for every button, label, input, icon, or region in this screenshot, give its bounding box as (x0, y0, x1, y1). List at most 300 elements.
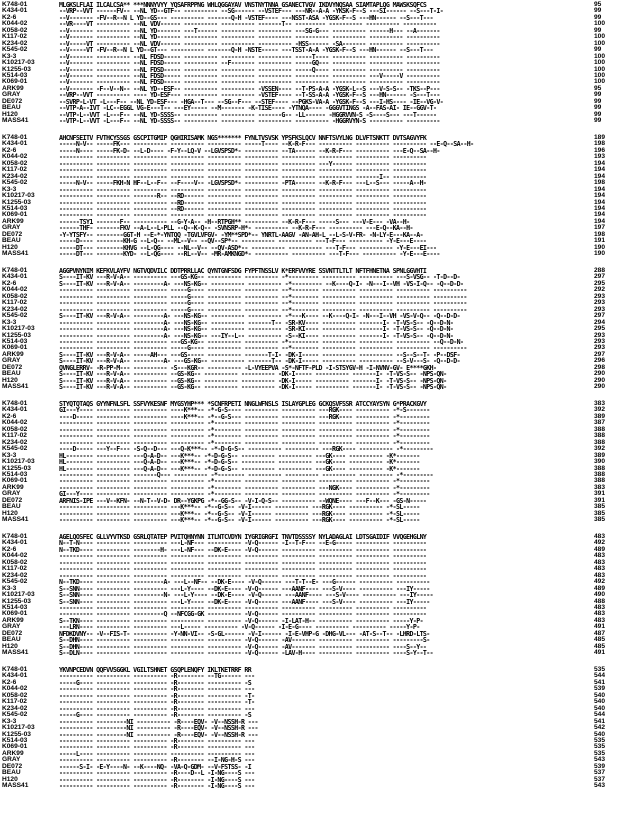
sequence-name: DE072 (2, 363, 23, 371)
sequence-residues: ---------- ---------- ---------- ---------- -*-------- ---------- ---------- ---------- ---------- -*--------- (59, 419, 430, 428)
sequence-name: K434-01 (2, 273, 28, 281)
sequence-name: BEAU (2, 503, 21, 511)
sequence-residues: ---------- ---------- ---------- -R-------- ---------- --- (59, 736, 255, 745)
sequence-residues: ------THF- -------FKV --A-L--L-PLL --Q--K-Q-- -SVNSRP-H*- ---------- --K-R-F--- ---------- ---E-Q--KA--H- (59, 224, 413, 233)
sequence-residues: ---------- ---------- ---------- -R-------- -I-NG----S --- (59, 782, 255, 791)
residue-count: 540 (594, 730, 606, 738)
sequence-residues: S--TKN---- ---------- ---------- ---------- ---------- -V-Q------ -I-LAT-H-- ---------- ---------- -----Y-P- (59, 616, 423, 625)
sequence-name: H120 (2, 243, 18, 251)
sequence-residues: ---------- ---------- ---------- -R-------- --I-NG-H-S --- (59, 756, 255, 765)
sequence-name: K3-3 (2, 318, 17, 326)
sequence-residues: HL-------- ---------- ---Q-A-D-- ---K***-- -*-D-G-S-- ---------- ---------- ---GK---- ---------- -K*------- (59, 464, 420, 473)
sequence-residues: ---------- ---------- ---------- -R-------- ---------- -T- (59, 691, 255, 700)
residue-count: 387 (594, 419, 606, 427)
residue-count: 491 (594, 649, 606, 657)
residue-count: 99 (594, 117, 602, 125)
sequence-name: BEAU (2, 769, 21, 777)
sequence-name: BEAU (2, 237, 21, 245)
residue-count: 383 (594, 483, 606, 491)
residue-count: 95 (594, 1, 602, 8)
sequence-residues: --V------- ---------- --NL FDSD----- ---------- ---------- ---------- ---------- ---------- ---------- ---------- (59, 78, 440, 87)
residue-count: 293 (594, 337, 606, 345)
residue-count: 544 (594, 672, 606, 680)
residue-count: 100 (594, 78, 606, 86)
residue-count: 194 (594, 204, 606, 212)
residue-count: 391 (594, 496, 606, 504)
residue-count: 491 (594, 623, 606, 631)
sequence-residues: --V------- ---------- --NL YD------- ---------- ---------- ---------- ---------- ---------- ---------- ---------- (59, 33, 440, 42)
sequence-residues: ----D----- ---Y--F--- -S-Q--D--- ---Q-K***-- -*-D-G-S-- ---------- ---------- ---RGK---- ---------- -*--------- (59, 445, 434, 454)
sequence-residues: ---LRN---- ---------- ---------- ---L----- ---------- -V-Q------ -I-E-G---- ---------- ---------- -----Y-P- (59, 623, 420, 632)
sequence-residues: -----DT--- --------KYD- --L-QG---- --RL--V-- -MR-AMKNGD*- ---------- ---------- ---T-F--- ---------- -Y-E---E---- (59, 250, 440, 259)
sequence-residues: ---------- ---------- ---------- -R-------- ---------- --- (59, 704, 255, 713)
sequence-residues: -----DT--- --------KHVG --L-QG---- --NL--V-- --QV-ASD*-- ---------- ---------- ---T-F--- ---------- -Y-E---EI--- (59, 243, 437, 252)
sequence-residues: ---------- ---------- ---------- -----G---- ---------- ---------- --*-------- ---------- ---------- ---------- ---------- (59, 292, 467, 301)
alignment-row (2, 384, 628, 390)
sequence-residues: ---------- ---------- ---------- --RD------ ---------- ---------- ---------- ---------- ---------- ---------- (59, 204, 427, 213)
alignment-row (2, 118, 628, 124)
sequence-name: DE072 (2, 629, 23, 637)
residue-count: 388 (594, 432, 606, 440)
sequence-name: BEAU (2, 370, 21, 378)
sequence-residues: N--TKD---- ---------- --------H- ---L-NF--- --DK-E---- -V-Q------ ---------- ---------- ---------- ---------- (59, 545, 427, 554)
residue-count: 293 (594, 305, 606, 313)
alignment-block (2, 268, 628, 393)
residue-count: 292 (594, 286, 606, 294)
residue-count: 389 (594, 451, 606, 459)
residue-count: 194 (594, 198, 606, 206)
sequence-residues: --V------- -F--V--N-- --NL YD--ESF-- ---------- ---------- -VSSEN---- --T-PS-A-A -YGSK-L--S ---V-S-S-- -TKS--P--- (59, 84, 440, 93)
sequence-name: K3-3 (2, 185, 17, 193)
residue-count: 540 (594, 698, 606, 706)
sequence-residues: ---------- ---------- ---------A- ---NS-KG-- ---IY--L-- ---------- -S--KI---- ---------- -------I- -T-VS-S-- -Q--D-N- (59, 331, 454, 340)
sequence-residues: ---------- ---------- ---------- ---K***-- -*--G-S-- -V-I------ ---------- ---RGK---- ---------- -*-SL----- (59, 516, 420, 525)
sequence-residues: ---------- ---------- ---------- ---------- ---------- ---------- ---------- ---------- ---------- ---------- (59, 185, 427, 194)
sequence-residues: --VTP-L--VVT -L---F-- --NL YD-SSSS-- ---------- ---------- -------G-- -LL------ -HGGRVVN-S -S----S--- ---T------ (59, 110, 437, 119)
sequence-name: DE072 (2, 762, 23, 770)
residue-count: 297 (594, 273, 606, 281)
sequence-name: ARK99 (2, 84, 24, 92)
sequence-name: ARK99 (2, 483, 24, 491)
residue-count: 296 (594, 357, 606, 365)
sequence-name: K069-01 (2, 477, 28, 485)
residue-count: 487 (594, 629, 606, 637)
residue-count: 189 (594, 134, 606, 141)
sequence-name: K514-03 (2, 337, 28, 345)
alignment-block (2, 135, 628, 260)
residue-count: 100 (594, 59, 606, 67)
sequence-name: K434-01 (2, 539, 28, 547)
residue-count: 535 (594, 749, 606, 757)
alignment-row (2, 251, 628, 257)
sequence-name: ARK99 (2, 749, 24, 757)
sequence-residues: ---------- ---------- ---------- ---------- -*-------- ---------- ---------- ---------- ---------- -*--------- (59, 438, 430, 447)
sequence-name: BEAU (2, 104, 21, 112)
sequence-residues: ---------- ---------- ---------- ---------- ---------- ---------- ---------- ---------- ---------- ---------- (59, 603, 427, 612)
sequence-residues: ---------- ---------- -------R-- --RD------ ---------- ---------- ---------- ---------- ---------- ---------- (59, 192, 427, 201)
sequence-residues: ---------- ---------- ---------- -R-------- ---------- -T- (59, 698, 255, 707)
sequence-name: K117-02 (2, 33, 27, 41)
residue-count: 99 (594, 26, 602, 34)
residue-count: 190 (594, 243, 606, 251)
sequence-name: K514-03 (2, 603, 28, 611)
sequence-residues: ---------- ---------- ---------- ---------- ---------- ---------- ---------- ---------- ---------- ---------- (59, 558, 427, 567)
sequence-residues: ---------- ---------NI ---------- -R----EQV- -V--NSSH-R --- (59, 724, 258, 733)
sequence-residues: S----IT-KV ---R-V-A-- ---------- --GS-KG-- ---------- ---------- -DK-I----- ---------- -------I- -T-VS-S-- -NPS-QN- (59, 370, 447, 379)
alignment-block (2, 667, 628, 792)
residue-count: 100 (594, 20, 606, 28)
sequence-name: K10217-03 (2, 458, 35, 466)
residue-count: 483 (594, 610, 606, 618)
residue-count: 543 (594, 756, 606, 764)
sequence-residues: ---------- ---------NI ---------- -R----EQV- -V--NSSH-R --- (59, 730, 258, 739)
sequence-name: K044-02 (2, 552, 28, 560)
sequence-name: K044-02 (2, 419, 28, 427)
residue-count: 99 (594, 7, 602, 15)
sequence-residues: N--TKD---- ---------- ---------A- ---L--NF-- --DK-E---- -V-Q------ ---T-T--E- ---G------ ---------- ---------- (59, 578, 430, 587)
residue-count: 100 (594, 52, 606, 60)
sequence-name: K545-02 (2, 179, 28, 187)
residue-count: 392 (594, 406, 606, 414)
sequence-residues: ---------- ---------- ---------- ---------- ---------- ---------- ---------- ---------- ---------- ---------- (59, 571, 427, 580)
alignment-block (2, 401, 628, 526)
sequence-residues: S----IT-KV ---R-V-A-- ---------- --GS-KG-- ---------- ---------- -DK-I----- ---------- -------I- -T-VS-S-- -NPS-QN- (59, 376, 447, 385)
residue-count: 492 (594, 578, 606, 586)
sequence-name: K069-01 (2, 78, 28, 86)
residue-count: 194 (594, 166, 606, 174)
residue-count: 541 (594, 717, 606, 725)
sequence-name: K1255-03 (2, 597, 31, 605)
alignment-row (2, 517, 628, 523)
residue-count: 193 (594, 153, 606, 161)
sequence-residues: S--SNN---- ---------- ---------- ---L-Y---- --DK-E---- -V-Q------ ---AANF---- ---S-V---- ---------- ---IY----- (59, 584, 430, 593)
sequence-name: K545-02 (2, 312, 28, 320)
sequence-name: K3-3 (2, 451, 17, 459)
sequence-name: K545-02 (2, 711, 28, 719)
sequence-name: MASS41 (2, 649, 29, 657)
sequence-name: K069-01 (2, 344, 28, 352)
residue-count: 492 (594, 539, 606, 547)
sequence-name: K117-02 (2, 565, 27, 573)
sequence-name: H120 (2, 642, 18, 650)
sequence-name: K3-3 (2, 717, 17, 725)
sequence-residues: ---------- ---------- ---------- --RD------ ---------- ---------- ---------- ---------- ---------- ---------- (59, 198, 427, 207)
residue-count: 392 (594, 445, 606, 453)
residue-count: 388 (594, 470, 606, 478)
sequence-residues: ---------- ---------- ---------- ---------- -*-------- ---------- ---------- ---------- ---------- -*--------- (59, 425, 430, 434)
sequence-name: GRAY (2, 224, 21, 232)
residue-count: 388 (594, 425, 606, 433)
residue-count: 388 (594, 477, 606, 485)
residue-count: 99 (594, 91, 602, 99)
sequence-residues: NFDKDVNY-- -V--FIS-T- ---------- -Y-NN-VI-- -S-GL------ -V-I------ -I-E-VHP-G -DHG-VL--- -AT-S--T-- -LHRD-LTS- (59, 629, 430, 638)
residue-count: 99 (594, 13, 602, 21)
residue-count: 539 (594, 685, 606, 693)
sequence-residues: ---------- ---------- ---------- -----G---- ---------- ---------- --*-------- ---------- ---------- ---------- ---------- (59, 286, 467, 295)
sequence-name: K234-02 (2, 438, 28, 446)
residue-count: 383 (594, 400, 606, 407)
sequence-name: H120 (2, 509, 18, 517)
residue-count: 390 (594, 458, 606, 466)
sequence-residues: ---------- ---------- ---------- ---------- ---------- ---------- ---------- ---------- ---------- ---------- (59, 153, 427, 162)
sequence-name: K2-6 (2, 146, 17, 154)
sequence-name: MASS41 (2, 782, 29, 790)
residue-count: 385 (594, 516, 606, 524)
sequence-name: K058-02 (2, 26, 28, 34)
residue-count: 194 (594, 172, 606, 180)
residue-count: 290 (594, 370, 606, 378)
residue-count: 191 (594, 237, 606, 245)
residue-count: 297 (594, 350, 606, 358)
sequence-residues: QVNGLERRV- -R-PP-M--- ---------- -S---KGR-- ---------- -L-VYEEPVA -S*-NFTF-PLD -I-STSYGV-H -I-NVNV-GV- E****GKH- (59, 363, 437, 372)
sequence-residues: ---------- ---------- ---------- -R-------- ---------- --- (59, 743, 255, 752)
sequence-name: K434-01 (2, 7, 28, 15)
sequence-residues: S----IT-KV ---R-V-A-- -----AH--- ---GS----- ---------- -------T-I- -DK-I----- ---------- ---------- --S--S--T- -P--DSF- (59, 350, 461, 359)
sequence-residues: GI---Y---- ---------- ---------- ---------- -*-------- ---------- ---------- ---------- ---------- -*--------- (59, 490, 430, 499)
sequence-residues: ---------- ---------- ---------- -----G---- ---------- ---------- --*-------- ---------- ---------- ---------- ---------- (59, 344, 467, 353)
sequence-name: H120 (2, 110, 18, 118)
residue-count: 100 (594, 39, 606, 47)
sequence-residues: ---------- ---------- ---------- -----G---- ---------- ---------- --*-------- ---------- ---------- ---------- ---------- (59, 305, 467, 314)
sequence-name: K748-01 (2, 267, 28, 274)
residue-count: 489 (594, 584, 606, 592)
sequence-name: K234-02 (2, 571, 28, 579)
sequence-name: K117-02 (2, 432, 27, 440)
residue-count: 488 (594, 597, 606, 605)
sequence-residues: --V------- ---------- --NL FDSD----- ---------- --F------- ---------- -----GQ--- ---------- ---------- ---------- (59, 59, 440, 68)
sequence-name: K234-02 (2, 704, 28, 712)
sequence-residues: --VRP--VVT ------FV-- --NL YD--GTF-- ---------- --SG------ --VSTEF--- ---NR--A-A -YKSK-F--S ---SI------ --S---T-I- (59, 7, 444, 16)
sequence-residues: AHCNFSEITV FVTHCYSSGS GSCPITGMIP QGHIRISAMK NGS******* FYNLTVSVSK YPSFKSLQCV NNFTSVYLNG DLVFTSNKTT DVTSAGVYFK (59, 134, 427, 142)
sequence-residues: --V------- ---------- --NL FDSD----- ---------- ---------- ---------- -----Q---- ---------- ---------- ---------- (59, 65, 440, 74)
sequence-residues: ---------- ---------- ---------- ---K***-- -*--G-S-- -V-I------ ---------- ---RGK---- ---------- -*-SL----- (59, 503, 420, 512)
residue-count: 100 (594, 33, 606, 41)
sequence-residues: S--DHN---- ---------- ---------- ---------- ---------- -V-Q------ -AV------- ---------- ---------- ---------S- (59, 636, 430, 645)
sequence-name: K1255-03 (2, 464, 31, 472)
residue-count: 194 (594, 159, 606, 167)
sequence-name: K748-01 (2, 400, 28, 407)
residue-count: 483 (594, 552, 606, 560)
residue-count: 194 (594, 211, 606, 219)
residue-count: 198 (594, 230, 606, 238)
residue-count: 293 (594, 344, 606, 352)
sequence-name: BEAU (2, 636, 21, 644)
sequence-name: K069-01 (2, 610, 28, 618)
sequence-name: K10217-03 (2, 325, 35, 333)
sequence-residues: -----L---- ---------- ---------- ---------- ---------- --- (59, 749, 255, 758)
sequence-residues: -----G---- ---------- ---------- -R-------- ---------- -S (59, 678, 252, 687)
alignment-block (2, 534, 628, 659)
residue-count: 541 (594, 678, 606, 686)
sequence-residues: --VR----VT ---------- --NL VDV------ ---------- ---------- -------T-- --------- ---------- ---------- ---------- (59, 20, 437, 29)
sequence-name: K117-02 (2, 698, 27, 706)
sequence-name: K3-3 (2, 584, 17, 592)
sequence-residues: AGGPVNYNIM KEFKVLAYFV NGTVQDVILC DDTPRRLLAC QYNTGNFSDG FYPFTNSSLV K*ERFVVYRE SSVNTTLTLT NFTFHNETNA SPNLGGVHTI (59, 267, 427, 275)
residue-count: 95 (594, 84, 602, 92)
sequence-residues: ---------- ---------- ---------- ---GS-KG-- ---------- ---------- -*--------- ---------- ---------- ---------- --Q--D-N- (59, 337, 464, 346)
sequence-residues: ---------- ---------- ---------A- ---NS-KG-- ---------- -------T-- -SR-KV---- ---------- -------I- -T-VS-S-- -Q--D-N- (59, 318, 454, 327)
sequence-name: K10217-03 (2, 591, 35, 599)
sequence-residues: ---------- ---------- ---------A- ---NS-KG-- ---------- ---------- -SR-KI---- ---------- -------I- -T-VS-S-- -Q--D-N- (59, 325, 454, 334)
residue-count: 298 (594, 363, 606, 371)
sequence-name: K1255-03 (2, 198, 31, 206)
sequence-residues: --VTP-A--IVT -LC--EGGL VG-E---T-- ---EY----- --M------- -K-TISE---- -YTNQA---- -GGGVTINGS -A--FAS-AI- IE--GGV-T- (59, 104, 437, 113)
sequence-residues: HL-------- ---------- ---Q-A-D-- ---K***-- -*-D-G-S-- ---------- ---------- ---GK---- ---------- -K*------- (59, 451, 420, 460)
sequence-name: K514-03 (2, 204, 28, 212)
sequence-residues: -Y-YTSFY-- --------GGT-H --E-*-YNTQQ -TGVLVFGV- -YM**SPD*-- YNRTL-AAGV -AN-AH-L --L-S-V-FR- -N-LY-E---KA--A- (59, 230, 423, 239)
residue-count: 542 (594, 724, 606, 732)
sequence-name: GRAY (2, 623, 21, 631)
sequence-residues: MLGKSLFLAI ILCALCSA** ***NNNYVYY YQSAFRPPNG WHLQGGAYAV VNSTNYTNNA GSANECTVGV IKDVYNQSAA SIAMTAPLQG MAWSKSQFCS (59, 1, 427, 9)
sequence-residues: S----IT-KV ---R-V-A-- ---------A- ---NS-KG-- ---------- ---------- -*---K---- --K----Q-I- -N---I--VH -VS-V-Q-- -Q--D-D- (59, 312, 461, 321)
sequence-name: H120 (2, 376, 18, 384)
sequence-name: K058-02 (2, 292, 28, 300)
sequence-residues: ---------- ---------- ---------- ---------- ---------- ---------- ---------- ---------- -------I-- ---------- (59, 172, 427, 181)
residue-count: 194 (594, 217, 606, 225)
residue-count: 483 (594, 616, 606, 624)
sequence-residues: ----D----- ---------- ---------- ----K***-- -*--G-S--- ---------- ---------- ---RGK---- ---------- -*--------- (59, 412, 430, 421)
sequence-name: K2-6 (2, 412, 17, 420)
residue-count: 198 (594, 140, 606, 148)
sequence-residues: -----G---- ---------- ---------- -R-------- ---------- -S (59, 711, 252, 720)
residue-count: 388 (594, 464, 606, 472)
sequence-residues: ---------- ---------- ---------- ---------- ---------- ---------- ---------- ---------- ---------- ---------- (59, 552, 427, 561)
alignment-row (2, 783, 628, 789)
sequence-name: K10217-03 (2, 192, 35, 200)
sequence-residues: ---------- ---------- ---------- ---------- ---------- ---------- ---------- ---------- ---------- ---------- (59, 211, 427, 220)
sequence-residues: ---------- ---------NI ---------- -R----EQV- -V--NSSH-R --- (59, 717, 258, 726)
residue-count: 389 (594, 412, 606, 420)
residue-count: 483 (594, 558, 606, 566)
sequence-residues: ---------- ---------- ---------- -R----D--L -I-NG----S --- (59, 769, 255, 778)
residue-count: 543 (594, 782, 606, 790)
sequence-name: ARK99 (2, 616, 24, 624)
sequence-name: K10217-03 (2, 724, 35, 732)
sequence-residues: S--DHN---- ---------- ---------- ---------- ---------- -V-Q------ -AV------- ---------- ---------- ----S--Y-- (59, 642, 427, 651)
sequence-name: K545-02 (2, 578, 28, 586)
sequence-residues: S----IT-KV ---R-V-A-- ---------A- ---GS-KG-- ---------- -------T-- -DK-I----- ---------- ---------- --S-V---S- -Q--D-D- (59, 357, 461, 366)
residue-count: 540 (594, 704, 606, 712)
residue-count: 100 (594, 71, 606, 79)
sequence-name: MASS41 (2, 516, 29, 524)
sequence-name: GRAY (2, 756, 21, 764)
residue-count: 295 (594, 279, 606, 287)
sequence-residues: ---------- ---------- ---------- -R-------- ---------- --- (59, 685, 255, 694)
sequence-name: K545-02 (2, 445, 28, 453)
sequence-residues: ---------- ---------- ---------- ---------- -*-------- ---------- ---------- ---NGK---- ---------- -*--------- (59, 483, 430, 492)
sequence-name: GRAY (2, 91, 21, 99)
residue-count: 483 (594, 603, 606, 611)
residue-count: 196 (594, 146, 606, 154)
sequence-residues: ------S-I- -E-Y----N- --K----NQ- -VA-Q-GDM- --V-FSTSS- -I (59, 762, 252, 771)
sequence-name: GRAY (2, 357, 21, 365)
residue-count: 197 (594, 224, 606, 232)
residue-count: 290 (594, 383, 606, 391)
residue-count: 544 (594, 711, 606, 719)
residue-count: 385 (594, 509, 606, 517)
sequence-name: MASS41 (2, 383, 29, 391)
sequence-name: K069-01 (2, 743, 28, 751)
sequence-name: K069-01 (2, 211, 28, 219)
sequence-name: K434-01 (2, 140, 28, 148)
residue-count: 388 (594, 438, 606, 446)
sequence-name: K044-02 (2, 685, 28, 693)
residue-count: 293 (594, 299, 606, 307)
sequence-name: K117-02 (2, 166, 27, 174)
sequence-residues: -----N---- -----FK-D- --L-D---- -F-Y--LQ-V --LGVSPSD*- ---------- --TA------ --K-R-F--- ---------- ---E-Q--SA--H- (59, 146, 440, 155)
sequence-name: K234-02 (2, 305, 28, 313)
sequence-name: K2-6 (2, 678, 17, 686)
sequence-residues: GI---Y---- ---------- ---------- ----K***-- -*-G-S---- ---------- ---------- ---RGK---- ---------- -*-S------- (59, 406, 430, 415)
sequence-name: K545-02 (2, 46, 28, 54)
sequence-name: K058-02 (2, 691, 28, 699)
sequence-name: DE072 (2, 97, 23, 105)
sequence-name: K044-02 (2, 20, 28, 28)
sequence-residues: --SVRP-L-VT -L---F-- --NL YD-ESF--- -HGA--T--- --SG--F--- --STEF---- --PGKS-VA-A -YGSK-F--S ---I-HS---- -IE--VG-V- (59, 97, 444, 106)
sequence-residues: ---------- ---------- ---------Q --NFCGG-GK ---------- -V-Q------ ---------- ---------- ---------- ---------- (59, 610, 427, 619)
sequence-residues: S--SNN---- ---------- ---------N- ---L-Y---- --DK-E---- -V-Q------ ---AANF---- ---S-V---- ---------- ---IY----- (59, 591, 434, 600)
residue-count: 99 (594, 104, 602, 112)
sequence-name: K234-02 (2, 39, 28, 47)
sequence-name: K1255-03 (2, 65, 31, 73)
residue-count: 198 (594, 179, 606, 187)
sequence-name: K514-03 (2, 736, 28, 744)
sequence-residues: ---------- ---------- ---------- ---------- ---------- ---------- ---------- ---Y------ ---------- ---------- (59, 159, 427, 168)
sequence-name: K748-01 (2, 533, 28, 540)
sequence-name: MASS41 (2, 250, 29, 258)
residue-count: 290 (594, 376, 606, 384)
residue-count: 288 (594, 267, 606, 274)
alignment-row (2, 650, 628, 656)
residue-count: 483 (594, 565, 606, 573)
residue-count: 99 (594, 110, 602, 118)
sequence-residues: HL-------- ---------- ---Q-A-D-- ---K***-- -*-D-G-S-- ---------- ---------- ---GK---- ---------- -K*------- (59, 458, 420, 467)
sequence-name: K044-02 (2, 153, 28, 161)
sequence-residues: -----N-V-- -----FK--- ---------- ---------- ---------- -----T---- --K-R-F--- ---------- ---------- ---------- --E-Q--SA--H- (59, 140, 474, 149)
sequence-residues: --V-----VT ---------- --NL VDV------ ---------- ---------- ---------- -HSS------ -SA------- ---------- ---------- (59, 39, 440, 48)
residue-count: 99 (594, 46, 602, 54)
sequence-name: K058-02 (2, 558, 28, 566)
sequence-name: K058-02 (2, 159, 28, 167)
sequence-name: K10217-03 (2, 59, 35, 67)
residue-count: 483 (594, 571, 606, 579)
residue-count: 537 (594, 775, 606, 783)
sequence-name: K3-3 (2, 52, 17, 60)
sequence-residues: S--DLN---- ---------- ---------- ---------- ---------- -V-Q------ -LAV-H---- ---------- ---------- ----S-Y--T-- (59, 649, 434, 658)
sequence-residues: STYQTQTAQS GYYNFNLSFL SSFVYKESNF MYGSYHP*** *SCNFRPETI NNGLWFNSLS ISLAYGPLEG GCKQSVFSSR ATCCYAYSYN G*PRACKGVY (59, 400, 427, 408)
sequence-name: K058-02 (2, 425, 28, 433)
sequence-residues: ---------- ---------- ---------- ---------- ---------- ---------- ---------- ---------- ---------- ---------- (59, 166, 427, 175)
residue-count: 293 (594, 331, 606, 339)
sequence-name: ARK99 (2, 217, 24, 225)
sequence-name: K748-01 (2, 134, 28, 141)
residue-count: 293 (594, 292, 606, 300)
sequence-name: K2-6 (2, 279, 17, 287)
sequence-residues: ------TSY1 -------F-- ---------- --G-Y-A-- -H--RTPGH** ---------- --K-R-F--- -----S--- ---V-E--- -VA--H- (59, 217, 410, 226)
alignment-block (2, 2, 628, 127)
sequence-residues: --VRP--VVT ---------- ---- YD-ESF--- ---------- ---------- -VSTEF---- --T-SS-A-A -YGSK-F--S ---HN------ -S---T--- (59, 91, 440, 100)
residue-count: 295 (594, 325, 606, 333)
sequence-name: K434-01 (2, 672, 28, 680)
sequence-residues: --V-----VT -FV--R--N L YD--GT--- ---------- -------Q-H -NSTE----- ---TSST-A-A -YGSK-F--S ---HN------ --S---T--- (59, 46, 434, 55)
sequence-residues: ---------- ---------- ---------- ---------- -*-------- ---------- ---------- ---------- ---------- -*--------- (59, 477, 430, 486)
residue-count: 485 (594, 642, 606, 650)
residue-count: 540 (594, 691, 606, 699)
sequence-residues: -----D---- --------KH-G --L-Q-- --ML--V-- --QV--SP*-- ---------- ---------- ---T-F--- ---------- -Y-E---E---- (59, 237, 427, 246)
sequence-name: K2-6 (2, 545, 17, 553)
sequence-name: GRAY (2, 490, 21, 498)
sequence-name: K044-02 (2, 286, 28, 294)
